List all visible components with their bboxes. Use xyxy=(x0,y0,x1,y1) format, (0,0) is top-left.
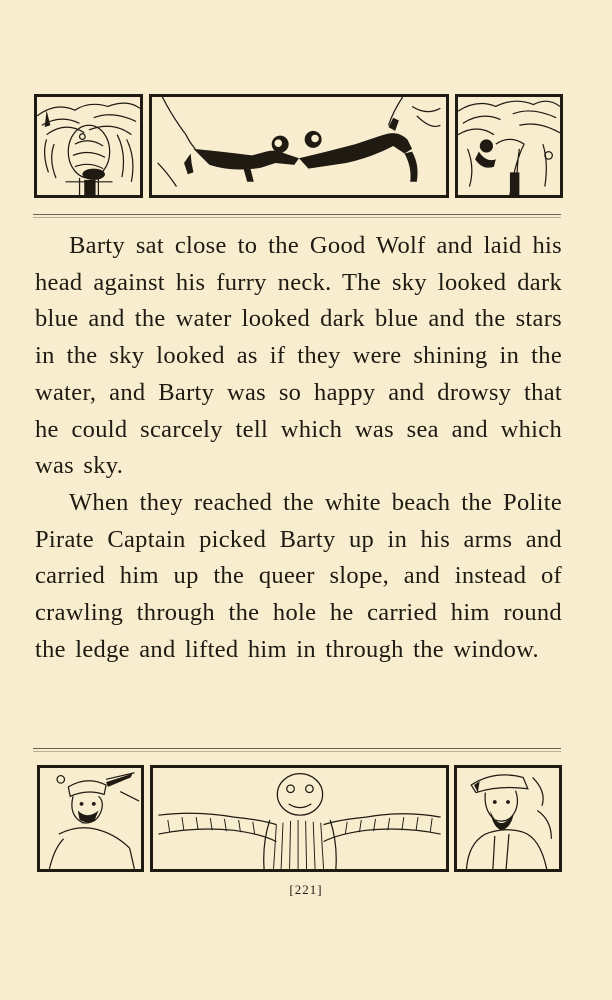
bottom-panel-left xyxy=(37,765,144,872)
paragraph-2: When they reached the white beach the Polite Pirate Captain picked Barty up in his arms and carried him up the queer slope, and instead of crawling through the hole he carried him round the ledge and lifted him in through the window. xyxy=(35,488,562,663)
bottom-panel-center xyxy=(150,765,449,872)
parrot-in-tree-illustration xyxy=(37,97,140,195)
pirate-with-knife-illustration xyxy=(40,768,141,869)
bearded-pirate-illustration xyxy=(457,768,559,869)
page-number: [221] xyxy=(289,882,323,897)
two-monkeys-swinging-illustration xyxy=(152,97,446,195)
bottom-divider xyxy=(33,748,561,752)
paragraph-1: Barty sat close to the Good Wolf and laid his head against his furry neck. The sky looked dark blue and the water looked dark blue and the stars in the sky looked as if they were shining in the water, and Barty was so happy and drowsy that he could scarcely tell which was sea and which was sky. xyxy=(35,232,562,480)
gorilla-arms-outstretched-illustration xyxy=(153,768,446,869)
monkey-in-palm-tree-illustration xyxy=(458,97,560,195)
top-panel-right xyxy=(455,94,563,198)
top-divider xyxy=(33,214,561,218)
top-panel-center xyxy=(149,94,449,198)
bottom-panel-right xyxy=(454,765,562,872)
body-text xyxy=(35,228,562,668)
top-panel-left xyxy=(34,94,143,198)
